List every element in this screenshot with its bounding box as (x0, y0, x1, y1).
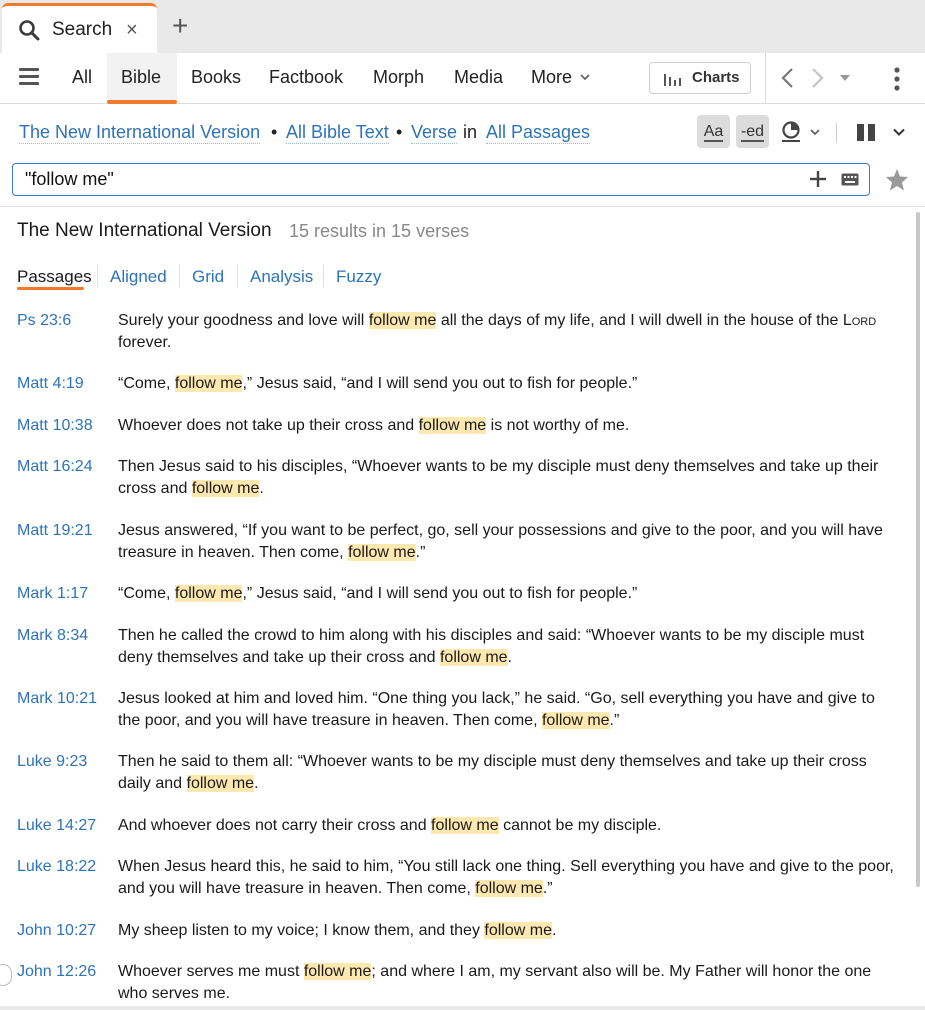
close-icon[interactable]: × (126, 19, 138, 41)
tab-label: Search (52, 19, 113, 40)
nav-books[interactable]: Books (191, 67, 242, 87)
search-hit: follow me (186, 775, 255, 792)
columns-layout-icon[interactable] (857, 124, 875, 141)
charts-button[interactable] (649, 62, 751, 94)
search-hit: follow me (191, 480, 260, 497)
search-box (12, 163, 870, 196)
search-hit: follow me (475, 880, 543, 897)
verse-reference[interactable]: Luke 18:22 (17, 858, 97, 875)
verse-text[interactable]: Whoever does not take up their cross and follow me is not worthy of me. (118, 417, 630, 434)
back-arrow-icon[interactable] (780, 67, 794, 89)
keyboard-icon[interactable] (841, 173, 859, 186)
search-hit: follow me (303, 963, 372, 980)
verse-text[interactable]: Then Jesus said to his disciples, “Whoever wants to be my disciple must deny themselves and take up their cross and follow me. (118, 458, 879, 497)
verse-reference[interactable]: Mark 1:17 (17, 585, 89, 602)
text-selector[interactable]: All Bible Text (286, 122, 389, 142)
chevron-down-icon[interactable] (893, 128, 905, 136)
subtab-analysis[interactable]: Analysis (250, 267, 314, 286)
active-subtab-underline (17, 287, 84, 290)
verse-text[interactable]: “Come, follow me,” Jesus said, “and I will send you out to fish for people.” (118, 375, 638, 392)
results-title: The New International Version (17, 220, 272, 241)
results-count: 15 results in 15 verses (289, 221, 470, 241)
subtab-divider (323, 264, 324, 288)
subtab-divider (97, 264, 98, 288)
verse-reference[interactable]: Ps 23:6 (17, 312, 72, 329)
verse-text[interactable]: Jesus looked at him and loved him. “One thing you lack,” he said. “Go, sell everything you have and give to the poor, and you will have treasure in heaven. Then come, follow me.” (118, 690, 875, 729)
search-hit: follow me (174, 375, 243, 392)
subtab-passages[interactable]: Passages (17, 267, 92, 286)
verse-reference[interactable]: John 12:26 (17, 963, 97, 980)
scope-in-label: in (463, 122, 478, 142)
divider (0, 206, 925, 207)
search-scope-bar (0, 105, 925, 157)
verse-text[interactable]: Surely your goodness and love will follow me all the days of my life, and I will dwell in the house of the Lord forever. (118, 312, 877, 351)
search-hit: follow me (348, 544, 416, 561)
bottom-border (0, 1006, 925, 1010)
nav-more[interactable]: More (531, 67, 573, 87)
visual-filter-icon[interactable] (780, 121, 804, 143)
verse-reference[interactable]: Mark 8:34 (17, 627, 89, 644)
scrollbar[interactable] (916, 212, 920, 887)
tab-strip (0, 0, 925, 53)
verse-reference[interactable]: Luke 14:27 (17, 817, 97, 834)
search-input[interactable] (25, 167, 785, 191)
search-hit: follow me (484, 922, 552, 939)
forward-arrow-icon[interactable] (811, 67, 825, 89)
verse-text[interactable]: My sheep listen to my voice; I know them, and they follow me. (118, 922, 557, 939)
verse-text[interactable]: When Jesus heard this, he said to him, “You still lack one thing. Sell everything you have and give to the poor, and you will have treasure in heaven. Then come, follow me.” (118, 858, 894, 897)
search-hit: follow me (541, 712, 610, 729)
match-case-button[interactable]: Aa (697, 115, 730, 148)
verse-reference[interactable]: John 10:27 (17, 922, 97, 939)
chevron-down-icon[interactable] (580, 73, 590, 81)
scope-separator: • (271, 122, 278, 142)
bar-chart-icon (664, 72, 682, 86)
verse-text[interactable]: “Come, follow me,” Jesus said, “and I will send you out to fish for people.” (118, 585, 638, 602)
scope-separator: • (396, 122, 403, 142)
verse-reference[interactable]: Matt 16:24 (17, 458, 93, 475)
search-icon (18, 19, 40, 41)
search-hit: follow me (368, 312, 437, 329)
subtab-divider (237, 264, 238, 288)
match-forms-button[interactable]: -ed (736, 115, 769, 148)
hamburger-menu-icon[interactable] (19, 68, 39, 86)
nav-bar (0, 53, 925, 104)
verse-text[interactable]: Jesus answered, “If you want to be perfect, go, sell your possessions and give to the poor, and you will have treasure in heaven. Then come, follow me.” (118, 522, 883, 561)
search-hit: follow me (439, 649, 508, 666)
verse-reference[interactable]: Mark 10:21 (17, 690, 98, 707)
subtab-divider (179, 264, 180, 288)
history-dropdown-icon[interactable] (840, 74, 850, 82)
new-tab-button[interactable]: + (172, 10, 189, 41)
search-hit: follow me (418, 417, 487, 434)
subtab-fuzzy[interactable]: Fuzzy (336, 267, 382, 286)
active-tab-underline (107, 100, 177, 104)
verse-text[interactable]: And whoever does not carry their cross and follow me cannot be my disciple. (118, 817, 662, 834)
version-selector[interactable]: The New International Version (19, 122, 261, 142)
search-hit: follow me (431, 817, 499, 834)
search-hit: follow me (174, 585, 243, 602)
verse-text[interactable]: Whoever serves me must follow me; and where I am, my servant also will be. My Father will honor the one who serves me. (118, 963, 872, 1002)
tab-search[interactable] (2, 3, 157, 53)
range-selector[interactable]: All Passages (486, 122, 591, 142)
verse-text[interactable]: Then he called the crowd to him along with his disciples and said: “Whoever wants to be my disciple must deny themselves and take up their cross and follow me. (118, 627, 865, 666)
unit-selector[interactable]: Verse (411, 122, 458, 142)
verse-text[interactable]: Then he said to them all: “Whoever wants to be my disciple must deny themselves and take up their cross daily and follow me. (118, 753, 867, 792)
nav-all[interactable]: All (72, 67, 93, 87)
verse-reference[interactable]: Matt 4:19 (17, 375, 84, 392)
charts-label: Charts (692, 69, 740, 86)
nav-factbook[interactable]: Factbook (269, 67, 344, 87)
nav-bible[interactable]: Bible (121, 67, 162, 87)
chevron-down-icon[interactable] (810, 128, 820, 136)
nav-media[interactable]: Media (454, 67, 504, 87)
toolbar-divider (836, 123, 837, 143)
nav-divider (765, 53, 766, 104)
subtab-grid[interactable]: Grid (192, 267, 225, 286)
more-options-icon[interactable] (894, 67, 900, 91)
star-icon[interactable] (885, 168, 909, 191)
panel-expand-handle[interactable] (0, 964, 12, 986)
verse-reference[interactable]: Matt 10:38 (17, 417, 93, 434)
nav-morph[interactable]: Morph (373, 67, 425, 87)
verse-reference[interactable]: Matt 19:21 (17, 522, 93, 539)
verse-reference[interactable]: Luke 9:23 (17, 753, 88, 770)
plus-icon[interactable] (809, 170, 827, 188)
subtab-aligned[interactable]: Aligned (110, 267, 167, 286)
